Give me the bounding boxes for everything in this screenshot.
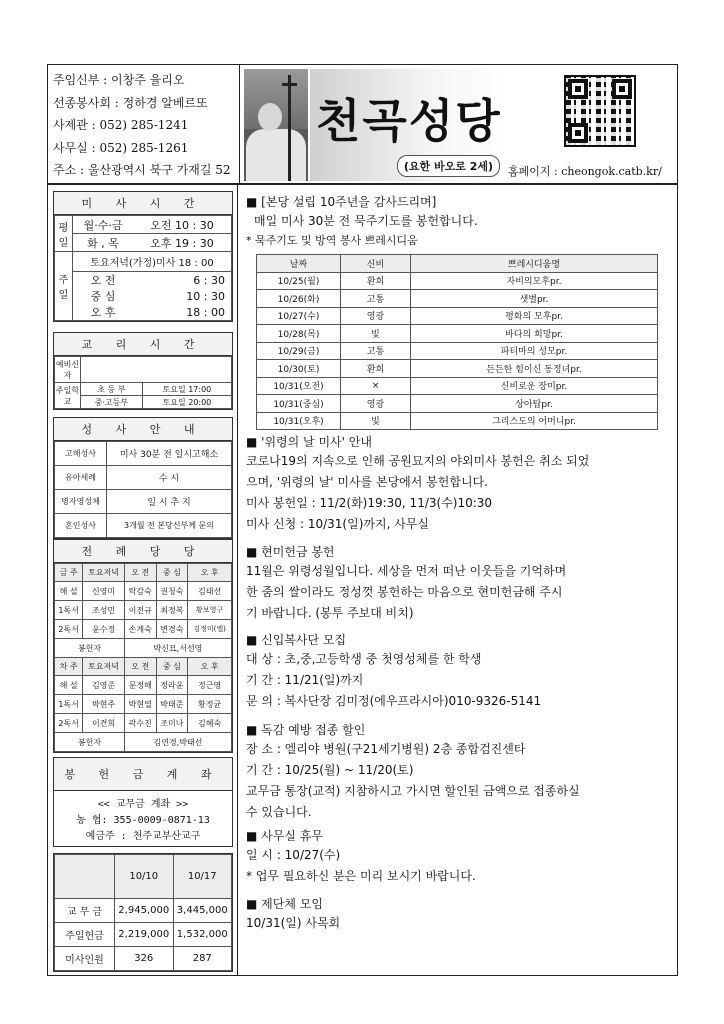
schedule-row xyxy=(257,360,658,378)
offering-label: 주일헌금 xyxy=(55,923,115,947)
duty-cell: 김혜숙 xyxy=(188,714,232,733)
liturgy-duty-box xyxy=(53,539,233,753)
notice-title: ■ 현미헌금 봉헌 xyxy=(246,545,335,559)
offerer-label: 봉헌자 xyxy=(55,733,125,752)
notice-altar-servers xyxy=(246,631,674,712)
schedule-mystery: 빛 xyxy=(341,412,411,430)
rectory-phone: 사제관 : 052) 285-1241 xyxy=(53,118,189,132)
notice-line: 코로나19의 지속으로 인해 공원묘지의 야외미사 봉헌은 취소 되었 xyxy=(246,454,590,468)
duty-cell: 이전규 xyxy=(124,601,156,620)
notice-line: 문 의 : 복사단장 김미정(에우프라시아)010-9326-5141 xyxy=(246,694,542,708)
notice-line: 대 상 : 초,중,고등학생 중 첫영성체를 한 학생 xyxy=(246,652,482,666)
qr-code-icon[interactable] xyxy=(564,75,636,147)
schedule-mystery: 영광 xyxy=(341,395,411,413)
notice-all-souls xyxy=(246,433,674,535)
schedule-row xyxy=(257,272,658,290)
offering-value: 287 xyxy=(173,947,232,971)
duty-head: 중 심 xyxy=(156,564,188,582)
schedule-group: 그리스도의 어머니pr. xyxy=(411,412,658,430)
sunday-part: 중 심 xyxy=(73,288,134,304)
duty-cell: 2독서 xyxy=(55,714,83,733)
duty-cell: 황정균 xyxy=(188,695,232,714)
catechism-box xyxy=(53,332,233,410)
schedule-date: 10/29(금) xyxy=(257,342,341,360)
homepage-link[interactable]: 홈페이지 : cheongok.catb.kr/ xyxy=(508,165,662,178)
notice-line: 교무금 통장(교적) 지참하시고 가시면 할인된 금액으로 접종하실 xyxy=(246,784,580,798)
notice-line: * 묵주기도 및 방역 봉사 쁘레시디움 xyxy=(246,234,418,247)
account-title: 봉 헌 금 계 좌 xyxy=(54,758,232,791)
schedule-date: 10/30(토) xyxy=(257,360,341,378)
sacrament-name: 병자영성체 xyxy=(55,490,107,514)
liturgy-duty-title: 전 례 당 당 xyxy=(54,540,232,563)
duty-cell: 박현주 xyxy=(83,695,125,714)
duty-cell: 조성민 xyxy=(83,601,125,620)
notice-title: ■ '위령의 날 미사' 안내 xyxy=(246,435,372,449)
account-heading: << 교무금 계좌 >> xyxy=(97,799,189,810)
account-holder: 예금주 : 천주교부산교구 xyxy=(85,831,201,842)
sacrament-box xyxy=(53,417,233,539)
offering-value: 1,532,000 xyxy=(173,923,232,947)
catechumen-time xyxy=(81,357,232,383)
schedule-date: 10/26(화) xyxy=(257,290,341,308)
sacrament-desc: 미사 30분 전 일시고해소 xyxy=(107,442,232,466)
rosary-schedule-table xyxy=(256,254,658,430)
duty-cell: 2독서 xyxy=(55,620,83,639)
offering-value: 326 xyxy=(115,947,174,971)
offering-corner xyxy=(55,855,115,899)
schedule-group: 상아탑pr. xyxy=(411,395,658,413)
grade: 중·고등부 xyxy=(81,396,143,409)
schedule-row xyxy=(257,307,658,325)
address: 주소 : 울산광역시 북구 가재길 52 xyxy=(53,163,231,177)
duty-head: 토요저녁 xyxy=(83,658,125,676)
duty-cell: 권청숙 xyxy=(156,582,188,601)
notice-line: 기 바랍니다. (봉투 주보대 비치) xyxy=(246,606,414,620)
schedule-mystery: 고통 xyxy=(341,290,411,308)
weekday-days: 화 , 목 xyxy=(73,234,134,252)
offering-date: 10/17 xyxy=(173,855,232,899)
weekday-label: 평일 xyxy=(55,216,73,252)
header xyxy=(48,65,677,185)
sacrament-title: 성 사 안 내 xyxy=(54,418,232,441)
sunday-time: 10 : 30 xyxy=(133,288,231,304)
duty-cell: 탁감숙 xyxy=(124,582,156,601)
duty-head: 중 심 xyxy=(156,658,188,676)
schedule-mystery: 환희 xyxy=(341,360,411,378)
sunday-time: 18 : 00 xyxy=(133,304,231,321)
offering-table xyxy=(54,854,232,971)
catechumen-label: 예비신자 xyxy=(55,357,81,383)
title-area xyxy=(310,69,506,181)
duty-head: 오 전 xyxy=(124,658,156,676)
schedule-date: 10/25(월) xyxy=(257,272,341,290)
contact-info xyxy=(53,69,243,182)
notice-title: ■ 독감 예방 접종 할인 xyxy=(246,723,366,737)
schedule-row xyxy=(257,290,658,308)
sacrament-name: 유아세례 xyxy=(55,466,107,490)
notice-flu-vaccine xyxy=(246,721,674,823)
schedule-date: 10/28(목) xyxy=(257,325,341,343)
offering-value: 2,219,000 xyxy=(115,923,174,947)
liturgy-duty-table xyxy=(54,563,232,752)
catechism-table xyxy=(54,356,232,409)
schedule-group: 자비의모후pr. xyxy=(411,272,658,290)
notice-line: 수 있습니다. xyxy=(246,805,312,819)
notice-line: 으며, '위령의 날' 미사를 본당에서 봉헌합니다. xyxy=(246,475,488,489)
schedule-group: 바다의 희망pr. xyxy=(411,325,658,343)
offering-label: 교 무 금 xyxy=(55,899,115,923)
notice-office-closed xyxy=(246,827,674,887)
offerer-label: 봉헌자 xyxy=(55,639,125,658)
schedule-group: 신비로운 장미pr. xyxy=(411,377,658,395)
notice-line: 한 줌의 쌀이라도 정성껏 봉헌하는 마음으로 현미헌금해 주시 xyxy=(246,585,563,599)
offering-value: 2,945,000 xyxy=(115,899,174,923)
account-box xyxy=(53,757,233,847)
catechism-title: 교 리 시 간 xyxy=(54,333,232,356)
schedule-date: 10/27(수) xyxy=(257,307,341,325)
schedule-head: 날짜 xyxy=(257,255,341,273)
offerer-names: 김연경,박태선 xyxy=(124,733,231,752)
duty-cell: 윤수정 xyxy=(83,620,125,639)
duty-cell: 해 설 xyxy=(55,676,83,695)
notice-title: ■ 제단체 모임 xyxy=(246,897,323,911)
pastor-line: 주임신부 : 이창주 율리오 xyxy=(53,73,185,87)
schedule-date: 10/31(오후) xyxy=(257,412,341,430)
notice-line: 미사 신청 : 10/31(일)까지, 사무실 xyxy=(246,517,429,531)
sunday-time: 6 : 30 xyxy=(133,272,231,289)
saturday-mass: 토요저녁(가정)미사 18 : 00 xyxy=(73,252,232,272)
account-number: 농 협: 355-0009-0871-13 xyxy=(76,815,210,826)
schedule-group: 샛별pr. xyxy=(411,290,658,308)
schedule-row xyxy=(257,325,658,343)
notice-line: 기 간 : 10/25(월) ~ 11/20(토) xyxy=(246,763,414,777)
notice-title: ■ 신입복사단 모집 xyxy=(246,633,347,647)
duty-cell: 신영미 xyxy=(83,582,125,601)
offerer-names: 박신묘,서선영 xyxy=(124,639,231,658)
notice-title: ■ [본당 설립 10주년을 감사드리며] xyxy=(246,195,437,209)
notice-title: ■ 사무실 휴무 xyxy=(246,829,323,843)
notice-line: 11월은 위령성월입니다. 세상을 먼저 떠난 이웃들을 기억하며 xyxy=(246,564,567,578)
schedule-head: 쁘레시디움명 xyxy=(411,255,658,273)
duty-cell: 황보영구 xyxy=(188,601,232,620)
notice-group-meeting xyxy=(246,895,674,934)
duty-cell: 변경숙 xyxy=(156,620,188,639)
schedule-date: 10/31(중심) xyxy=(257,395,341,413)
weekday-days: 월·수·금 xyxy=(73,216,134,234)
offering-date: 10/10 xyxy=(115,855,174,899)
mass-times-title: 미 사 시 간 xyxy=(54,192,232,215)
title-banner xyxy=(244,69,506,181)
schedule-mystery: 빛 xyxy=(341,325,411,343)
mass-times-box xyxy=(53,191,233,322)
duty-cell: 이견희 xyxy=(83,714,125,733)
duty-cell: 정근영 xyxy=(188,676,232,695)
duty-head: 토요저녁 xyxy=(83,564,125,582)
grade-time: 토요일 20:00 xyxy=(142,396,231,409)
office-phone: 사무실 : 052) 285-1261 xyxy=(53,140,189,155)
notice-line: 10/31(일) 사목회 xyxy=(246,916,341,930)
duty-cell: 조미나 xyxy=(156,714,188,733)
grade-time: 토요일 17:00 xyxy=(142,383,231,396)
bulletin-frame xyxy=(47,64,678,976)
duty-cell: 손계숙 xyxy=(124,620,156,639)
grade: 초 등 부 xyxy=(81,383,143,396)
sacrament-name: 고해성사 xyxy=(55,442,107,466)
duty-cell: 최정복 xyxy=(156,601,188,620)
duty-cell: 곽수진 xyxy=(124,714,156,733)
sunday-part: 오 전 xyxy=(73,272,134,289)
duty-cell: 박현열 xyxy=(124,695,156,714)
duty-cell: 1독서 xyxy=(55,695,83,714)
schedule-group: 파티마의 성모pr. xyxy=(411,342,658,360)
offering-box xyxy=(53,853,233,972)
schedule-row xyxy=(257,412,658,430)
schedule-row xyxy=(257,342,658,360)
duty-cell: 박태준 xyxy=(156,695,188,714)
duty-head: 금 주 xyxy=(55,564,83,582)
sunday-label: 주일 xyxy=(55,252,73,321)
sacrament-table xyxy=(54,441,232,538)
offering-value: 3,445,000 xyxy=(173,899,232,923)
notice-line: 미사 봉헌일 : 11/2(화)19:30, 11/3(수)10:30 xyxy=(246,496,493,510)
schedule-row xyxy=(257,395,658,413)
sacrament-name: 혼인성사 xyxy=(55,514,107,538)
duty-cell: 정라윤 xyxy=(156,676,188,695)
committee-line: 선종봉사회 : 정하경 알베르또 xyxy=(53,95,208,110)
notice-line: 기 간 : 11/21(일)까지 xyxy=(246,673,364,687)
notice-rice-offering xyxy=(246,543,674,624)
pope-photo xyxy=(244,69,308,181)
schedule-group: 평화의 모후pr. xyxy=(411,307,658,325)
notice-line: 매일 미사 30분 전 묵주기도를 봉헌합니다. xyxy=(254,214,478,228)
duty-head: 오 후 xyxy=(188,658,232,676)
sacrament-desc: 일 시 추 지 xyxy=(107,490,232,514)
schedule-head: 신비 xyxy=(341,255,411,273)
sacrament-desc: 수 시 xyxy=(107,466,232,490)
duty-cell: 해 설 xyxy=(55,582,83,601)
mass-times-table xyxy=(54,215,232,321)
duty-head: 오 후 xyxy=(188,564,232,582)
sunday-part: 오 후 xyxy=(73,304,134,321)
duty-cell: 김태선 xyxy=(188,582,232,601)
schedule-row xyxy=(257,377,658,395)
weekday-time: 오전 10 : 30 xyxy=(133,216,231,234)
schedule-date: 10/31(오전) xyxy=(257,377,341,395)
duty-cell: 김영준 xyxy=(83,676,125,695)
notice-line: * 업무 필요하신 분은 미리 보시기 바랍니다. xyxy=(246,869,476,883)
notice-line: 장 소 : 엘리야 병원(구21세기병원) 2층 종합검진센타 xyxy=(246,742,526,756)
duty-cell: 1독서 xyxy=(55,601,83,620)
notice-line: 일 시 : 10/27(수) xyxy=(246,848,341,862)
duty-head: 차 주 xyxy=(55,658,83,676)
parish-title: 천곡성당 xyxy=(316,94,502,148)
schedule-group: 든든한 힘이신 동정녀pr. xyxy=(411,360,658,378)
left-column xyxy=(48,185,238,975)
duty-cell: 문정해 xyxy=(124,676,156,695)
parish-subtitle: (요한 바오로 2세) xyxy=(397,155,500,177)
offering-label: 미사인원 xyxy=(55,947,115,971)
schedule-mystery: 환희 xyxy=(341,272,411,290)
notice-anniversary xyxy=(246,193,674,430)
weekday-time: 오후 19 : 30 xyxy=(133,234,231,252)
header-divider xyxy=(239,65,240,185)
sunday-school-label: 주일학교 xyxy=(55,383,81,409)
schedule-mystery: 영광 xyxy=(341,307,411,325)
schedule-mystery: 고통 xyxy=(341,342,411,360)
schedule-mystery: × xyxy=(341,377,411,395)
sacrament-desc: 3개월 전 본당신부께 문의 xyxy=(107,514,232,538)
duty-cell: 김정미(엘) xyxy=(188,620,232,639)
duty-head: 오 전 xyxy=(124,564,156,582)
